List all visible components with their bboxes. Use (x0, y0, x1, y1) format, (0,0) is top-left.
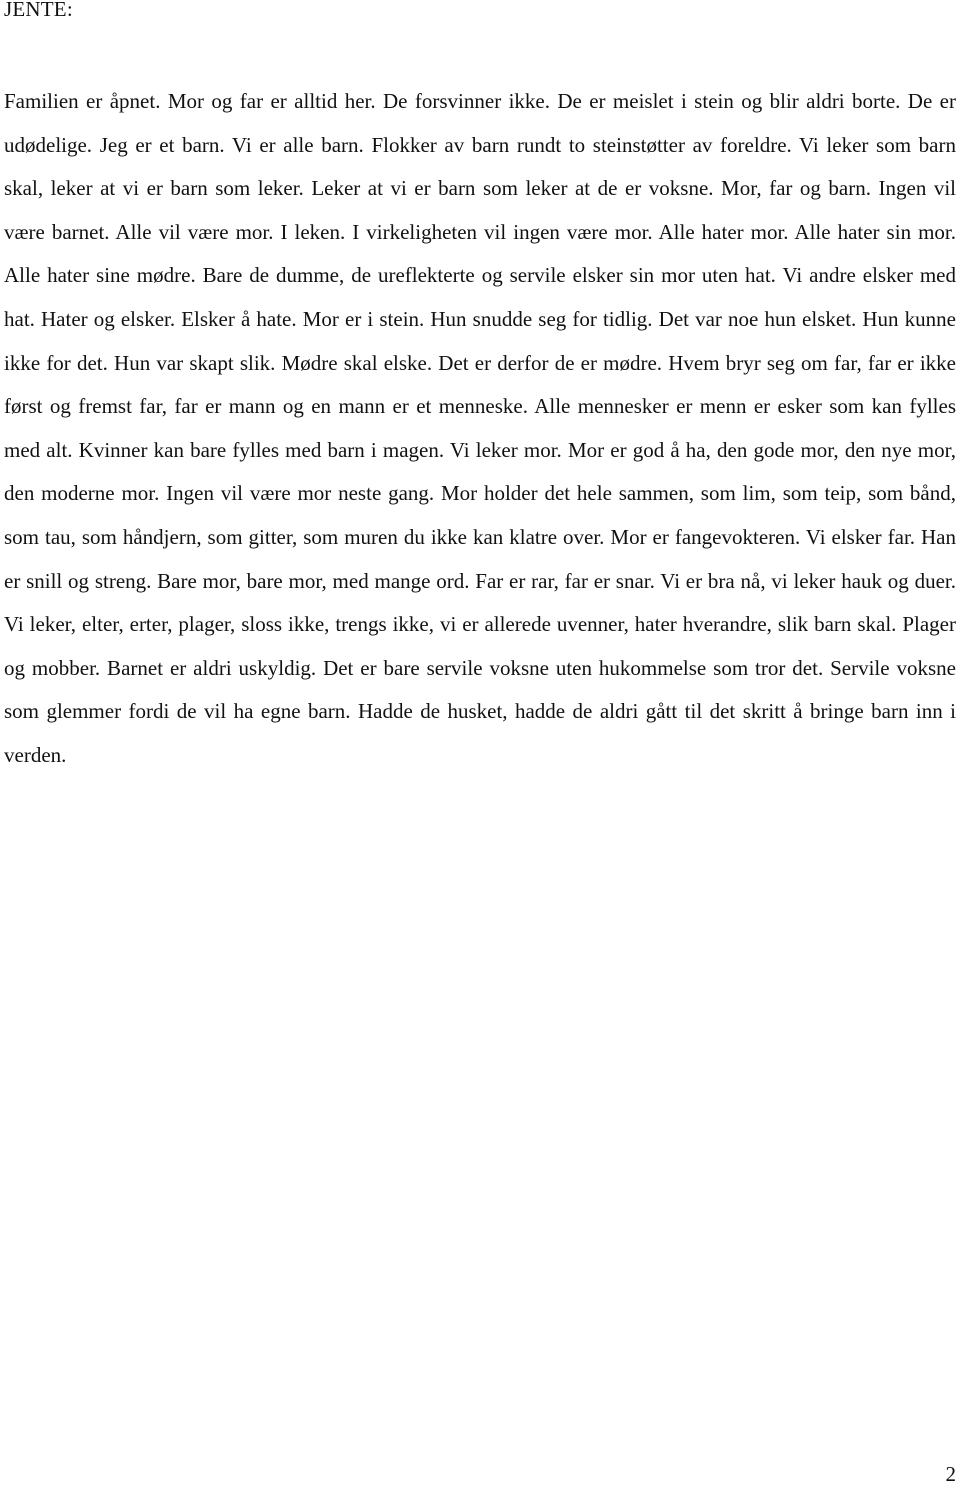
body-paragraph: Familien er åpnet. Mor og far er alltid her. De forsvinner ikke. De er meislet i stein og blir aldri borte. De er udødelige. Jeg er et barn. Vi er alle barn. Flokker av barn rundt to steinstøtter av foreldre. Vi leker som barn skal, leker at vi er barn som leker. Leker at vi er barn som leker at de er voksne. Mor, far og barn. Ingen vil være barnet. Alle vil være mor. I leken. I virkeligheten vil ingen være mor. Alle hater mor. Alle hater sin mor. Alle hater sine mødre. Bare de dumme, de ureflekterte og servile elsker sin mor uten hat. Vi andre elsker med hat. Hater og elsker. Elsker å hate. Mor er i stein. Hun snudde seg for tidlig. Det var noe hun elsket. Hun kunne ikke for det. Hun var skapt slik. Mødre skal elske. Det er derfor de er mødre. Hvem bryr seg om far, far er ikke først og fremst far, far er mann og en mann er et menneske. Alle mennesker er menn er esker som kan fylles med alt. Kvinner kan bare fylles med barn i magen. Vi leker mor. Mor er god å ha, den gode mor, den nye mor, den moderne mor. Ingen vil være mor neste gang. Mor holder det hele sammen, som lim, som teip, som bånd, som tau, som håndjern, som gitter, som muren du ikke kan klatre over. Mor er fangevokteren. Vi elsker far. Han er snill og streng. Bare mor, bare mor, med mange ord. Far er rar, far er snar. Vi er bra nå, vi leker hauk og duer. Vi leker, elter, erter, plager, sloss ikke, trengs ikke, vi er allerede uvenner, hater hverandre, slik barn skal. Plager og mobber. Barnet er aldri uskyldig. Det er bare servile voksne uten hukommelse som tror det. Servile voksne som glemmer fordi de vil ha egne barn. Hadde de husket, hadde de aldri gått til det skritt å bringe barn inn i verden. (4, 89, 956, 767)
speaker-heading: JENTE: (4, 0, 73, 21)
page-number: 2 (945, 1462, 956, 1486)
